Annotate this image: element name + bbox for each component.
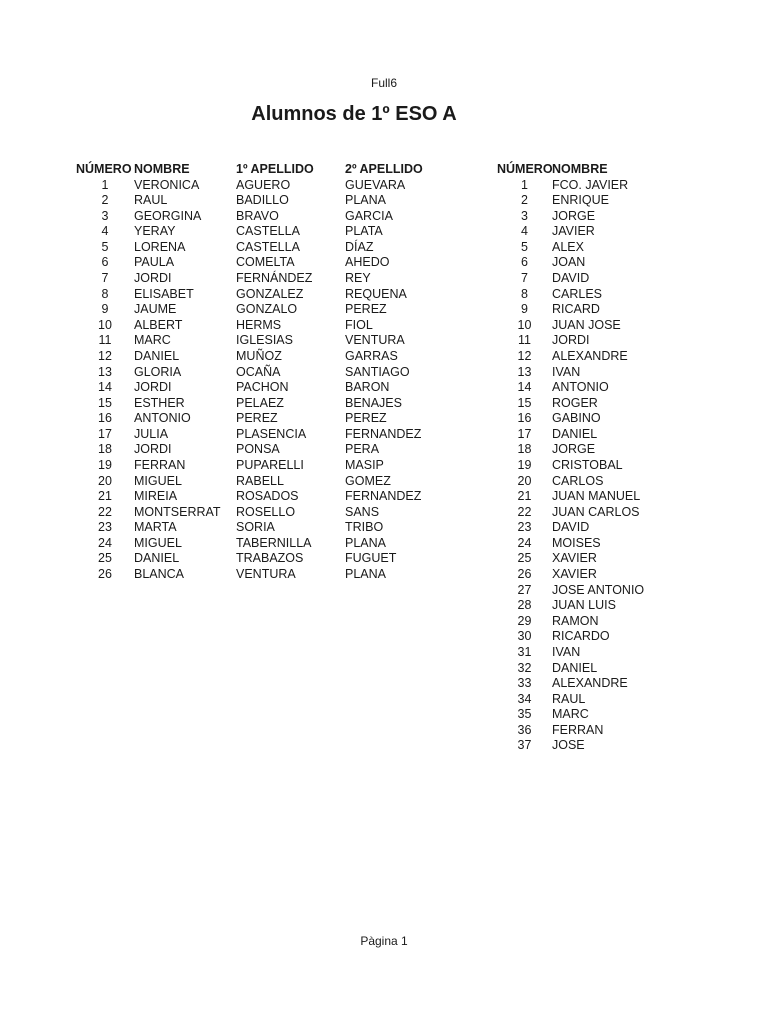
name-cell: LORENA bbox=[134, 239, 186, 254]
name-cell: GEORGINA bbox=[134, 208, 202, 223]
name-cell: RICARDO bbox=[552, 629, 610, 644]
name-cell: JORDI bbox=[134, 271, 172, 286]
table-row bbox=[76, 474, 435, 490]
table-row bbox=[76, 224, 435, 240]
name-cell: CARLES bbox=[552, 286, 603, 301]
name-cell: VERONICA bbox=[134, 177, 200, 192]
name-cell: RAUL bbox=[552, 691, 586, 706]
name-cell: JUAN CARLOS bbox=[552, 504, 640, 519]
name-cell: AGUERO bbox=[236, 177, 291, 192]
name-cell: MASIP bbox=[345, 457, 384, 472]
table-row bbox=[497, 474, 662, 490]
row-number: 2 bbox=[521, 193, 528, 208]
table-row bbox=[76, 333, 435, 349]
name-cell: RAUL bbox=[134, 193, 168, 208]
name-cell: JOAN bbox=[552, 255, 586, 270]
table-row bbox=[76, 520, 435, 536]
name-cell: JORGE bbox=[552, 442, 596, 457]
table-row bbox=[497, 583, 662, 599]
name-cell: CARLOS bbox=[552, 473, 604, 488]
row-number: 26 bbox=[98, 567, 112, 582]
name-cell: FCO. JAVIER bbox=[552, 177, 629, 192]
name-cell: MOISES bbox=[552, 535, 601, 550]
name-cell: VENTURA bbox=[236, 567, 296, 582]
name-cell: SANS bbox=[345, 504, 380, 519]
name-cell: RAMON bbox=[552, 613, 599, 628]
table-row bbox=[497, 707, 662, 723]
name-cell: CRISTOBAL bbox=[552, 457, 623, 472]
table-row bbox=[497, 614, 662, 630]
table-row bbox=[76, 365, 435, 381]
row-number: 32 bbox=[517, 660, 532, 675]
name-cell: GUEVARA bbox=[345, 177, 406, 192]
table-row bbox=[76, 427, 435, 443]
row-number: 7 bbox=[521, 271, 528, 286]
row-number: 13 bbox=[517, 364, 532, 379]
name-cell: ANTONIO bbox=[134, 411, 191, 426]
name-cell: JAUME bbox=[134, 302, 177, 317]
name-cell: JOSE bbox=[552, 738, 585, 753]
name-cell: PLATA bbox=[345, 224, 383, 239]
name-cell: ROSELLO bbox=[236, 504, 296, 519]
row-number: 25 bbox=[517, 551, 532, 566]
name-cell: RICARD bbox=[552, 302, 600, 317]
table-row bbox=[497, 629, 662, 645]
table-row bbox=[497, 551, 662, 567]
row-number: 4 bbox=[101, 224, 109, 239]
name-cell: CASTELLA bbox=[236, 239, 300, 254]
name-cell: MARC bbox=[134, 333, 171, 348]
name-cell: FERNÁNDEZ bbox=[236, 271, 313, 286]
name-cell: PEREZ bbox=[345, 411, 387, 426]
name-cell: BLANCA bbox=[134, 567, 185, 582]
row-number: 12 bbox=[517, 348, 532, 363]
name-cell: MUÑOZ bbox=[236, 348, 282, 363]
name-cell: JORDI bbox=[552, 333, 590, 348]
name-cell: GONZALO bbox=[236, 302, 298, 317]
name-cell: PACHON bbox=[236, 380, 289, 395]
table-row bbox=[76, 178, 435, 194]
table-row bbox=[497, 255, 662, 271]
name-cell: BENAJES bbox=[345, 395, 402, 410]
row-number: 20 bbox=[517, 473, 532, 488]
row-number: 30 bbox=[517, 629, 532, 644]
table-row bbox=[76, 349, 435, 365]
name-cell: ESTHER bbox=[134, 395, 185, 410]
column-header: 2º APELLIDO bbox=[345, 162, 423, 176]
table-row bbox=[76, 287, 435, 303]
column-header: NÚMERO bbox=[76, 162, 132, 176]
name-cell: BADILLO bbox=[236, 193, 289, 208]
column-header: NOMBRE bbox=[552, 162, 608, 176]
table-row bbox=[497, 567, 662, 583]
table-row bbox=[497, 318, 662, 334]
page-footer: Pàgina 1 bbox=[360, 934, 408, 948]
name-cell: SORIA bbox=[236, 520, 275, 535]
column-header: NÚMERO bbox=[497, 162, 553, 176]
row-number: 17 bbox=[517, 426, 532, 441]
row-number: 19 bbox=[517, 457, 532, 472]
row-number: 23 bbox=[517, 520, 532, 535]
name-cell: PEREZ bbox=[345, 302, 387, 317]
name-cell: HERMS bbox=[236, 317, 282, 332]
name-cell: GARRAS bbox=[345, 348, 398, 363]
name-cell: FERRAN bbox=[134, 457, 186, 472]
name-cell: DANIEL bbox=[552, 426, 598, 441]
name-cell: JORGE bbox=[552, 208, 596, 223]
name-cell: TABERNILLA bbox=[236, 535, 312, 550]
table-row bbox=[76, 567, 435, 583]
table-row bbox=[497, 193, 662, 209]
name-cell: PERA bbox=[345, 442, 380, 457]
left-student-table bbox=[76, 162, 435, 583]
name-cell: IVAN bbox=[552, 364, 581, 379]
row-number: 24 bbox=[98, 535, 112, 550]
table-row bbox=[497, 536, 662, 552]
row-number: 16 bbox=[517, 411, 532, 426]
row-number: 9 bbox=[101, 302, 109, 317]
name-cell: ALBERT bbox=[134, 317, 183, 332]
name-cell: DANIEL bbox=[134, 551, 180, 566]
table-row bbox=[497, 442, 662, 458]
row-number: 8 bbox=[101, 286, 109, 301]
row-number: 18 bbox=[517, 442, 532, 457]
row-number: 33 bbox=[517, 676, 532, 691]
table-row bbox=[497, 505, 662, 521]
table-row bbox=[497, 333, 662, 349]
name-cell: DAVID bbox=[552, 520, 590, 535]
table-row bbox=[497, 224, 662, 240]
row-number: 25 bbox=[98, 551, 112, 566]
name-cell: PLASENCIA bbox=[236, 426, 307, 441]
row-number: 8 bbox=[521, 286, 528, 301]
name-cell: PUPARELLI bbox=[236, 457, 304, 472]
name-cell: JORDI bbox=[134, 380, 172, 395]
name-cell: PONSA bbox=[236, 442, 280, 457]
name-cell: DANIEL bbox=[552, 660, 598, 675]
name-cell: OCAÑA bbox=[236, 364, 281, 379]
row-number: 37 bbox=[517, 738, 532, 753]
name-cell: PLANA bbox=[345, 193, 386, 208]
name-cell: REQUENA bbox=[345, 286, 407, 301]
table-row bbox=[497, 271, 662, 287]
table-row bbox=[76, 380, 435, 396]
name-cell: VENTURA bbox=[345, 333, 405, 348]
table-row bbox=[497, 598, 662, 614]
table-row bbox=[497, 723, 662, 739]
row-number: 17 bbox=[98, 426, 112, 441]
row-number: 18 bbox=[98, 442, 112, 457]
table-row bbox=[76, 489, 435, 505]
table-row bbox=[76, 536, 435, 552]
row-number: 31 bbox=[517, 644, 532, 659]
table-row bbox=[76, 411, 435, 427]
table-row bbox=[497, 738, 662, 754]
row-number: 9 bbox=[521, 302, 528, 317]
row-number: 14 bbox=[98, 380, 112, 395]
row-number: 5 bbox=[521, 239, 528, 254]
table-row bbox=[497, 676, 662, 692]
table-row bbox=[497, 520, 662, 536]
row-number: 6 bbox=[521, 255, 528, 270]
name-cell: MARC bbox=[552, 707, 589, 722]
name-cell: JUAN LUIS bbox=[552, 598, 616, 613]
name-cell: JORDI bbox=[134, 442, 172, 457]
table-row bbox=[497, 349, 662, 365]
row-number: 14 bbox=[517, 380, 532, 395]
sheet-name: Full6 bbox=[370, 76, 397, 90]
name-cell: GARCIA bbox=[345, 208, 393, 223]
name-cell: ALEXANDRE bbox=[552, 676, 628, 691]
row-number: 27 bbox=[517, 582, 532, 597]
name-cell: ENRIQUE bbox=[552, 193, 609, 208]
name-cell: TRABAZOS bbox=[236, 551, 304, 566]
table-row bbox=[497, 458, 662, 474]
name-cell: JOSE ANTONIO bbox=[552, 582, 645, 597]
row-number: 28 bbox=[517, 598, 532, 613]
name-cell: XAVIER bbox=[552, 551, 597, 566]
row-number: 26 bbox=[517, 567, 532, 582]
table-row bbox=[497, 302, 662, 318]
table-header-row bbox=[76, 162, 435, 178]
name-cell: MARTA bbox=[134, 520, 177, 535]
name-cell: XAVIER bbox=[552, 567, 597, 582]
name-cell: FIOL bbox=[345, 317, 373, 332]
table-row bbox=[76, 240, 435, 256]
name-cell: GOMEZ bbox=[345, 473, 391, 488]
right-student-table bbox=[497, 162, 662, 754]
row-number: 16 bbox=[98, 411, 112, 426]
row-number: 22 bbox=[517, 504, 532, 519]
row-number: 15 bbox=[98, 395, 112, 410]
name-cell: PAULA bbox=[134, 255, 175, 270]
name-cell: JAVIER bbox=[552, 224, 595, 239]
row-number: 15 bbox=[517, 395, 532, 410]
row-number: 10 bbox=[517, 317, 532, 332]
table-row bbox=[497, 240, 662, 256]
name-cell: DAVID bbox=[552, 271, 590, 286]
table-row bbox=[497, 287, 662, 303]
name-cell: BRAVO bbox=[236, 208, 279, 223]
table-row bbox=[76, 505, 435, 521]
table-row bbox=[497, 365, 662, 381]
name-cell: PELAEZ bbox=[236, 395, 284, 410]
table-row bbox=[76, 396, 435, 412]
page-title: Alumnos de 1º ESO A bbox=[251, 103, 457, 125]
row-number: 20 bbox=[98, 473, 112, 488]
name-cell: IGLESIAS bbox=[236, 333, 293, 348]
table-row bbox=[76, 255, 435, 271]
row-number: 3 bbox=[101, 208, 109, 223]
row-number: 11 bbox=[518, 333, 531, 348]
name-cell: MIREIA bbox=[134, 489, 178, 504]
name-cell: YERAY bbox=[134, 224, 176, 239]
table-row bbox=[76, 209, 435, 225]
name-cell: GLORIA bbox=[134, 364, 182, 379]
table-row bbox=[497, 380, 662, 396]
table-row bbox=[497, 645, 662, 661]
table-row bbox=[76, 193, 435, 209]
name-cell: ANTONIO bbox=[552, 380, 609, 395]
name-cell: ROSADOS bbox=[236, 489, 299, 504]
table-row bbox=[76, 442, 435, 458]
name-cell: DANIEL bbox=[134, 348, 180, 363]
row-number: 1 bbox=[101, 177, 109, 192]
table-row bbox=[497, 489, 662, 505]
row-number: 3 bbox=[521, 208, 528, 223]
table-row bbox=[76, 302, 435, 318]
row-number: 21 bbox=[98, 489, 112, 504]
table-row bbox=[76, 271, 435, 287]
name-cell: REY bbox=[345, 271, 371, 286]
row-number: 29 bbox=[517, 613, 532, 628]
row-number: 5 bbox=[101, 239, 109, 254]
name-cell: FERNANDEZ bbox=[345, 489, 422, 504]
table-row bbox=[497, 178, 662, 194]
row-number: 11 bbox=[98, 333, 112, 348]
name-cell: GABINO bbox=[552, 411, 601, 426]
name-cell: CASTELLA bbox=[236, 224, 300, 239]
name-cell: FUGUET bbox=[345, 551, 397, 566]
name-cell: ALEXANDRE bbox=[552, 348, 628, 363]
name-cell: JUAN MANUEL bbox=[552, 489, 641, 504]
name-cell: PEREZ bbox=[236, 411, 278, 426]
name-cell: AHEDO bbox=[345, 255, 390, 270]
row-number: 4 bbox=[521, 224, 528, 239]
name-cell: FERRAN bbox=[552, 722, 604, 737]
name-cell: DÍAZ bbox=[345, 239, 374, 254]
name-cell: GONZALEZ bbox=[236, 286, 304, 301]
name-cell: JULIA bbox=[134, 426, 169, 441]
table-row bbox=[76, 551, 435, 567]
row-number: 23 bbox=[98, 520, 112, 535]
row-number: 34 bbox=[517, 691, 532, 706]
name-cell: ALEX bbox=[552, 239, 584, 254]
row-number: 1 bbox=[521, 177, 528, 192]
column-header: 1º APELLIDO bbox=[236, 162, 314, 176]
table-row bbox=[497, 427, 662, 443]
table-row bbox=[497, 209, 662, 225]
name-cell: IVAN bbox=[552, 644, 581, 659]
table-row bbox=[497, 396, 662, 412]
row-number: 10 bbox=[98, 317, 112, 332]
name-cell: COMELTA bbox=[236, 255, 295, 270]
name-cell: PLANA bbox=[345, 567, 386, 582]
name-cell: BARON bbox=[345, 380, 390, 395]
name-cell: RABELL bbox=[236, 473, 284, 488]
name-cell: ELISABET bbox=[134, 286, 194, 301]
row-number: 21 bbox=[517, 489, 532, 504]
row-number: 7 bbox=[101, 271, 109, 286]
table-row bbox=[497, 661, 662, 677]
column-header: NOMBRE bbox=[134, 162, 190, 176]
name-cell: MONTSERRAT bbox=[134, 504, 221, 519]
name-cell: JUAN JOSE bbox=[552, 317, 621, 332]
row-number: 13 bbox=[98, 364, 112, 379]
table-header-row bbox=[497, 162, 662, 178]
row-number: 36 bbox=[517, 722, 532, 737]
name-cell: MIGUEL bbox=[134, 473, 182, 488]
name-cell: TRIBO bbox=[345, 520, 384, 535]
table-row bbox=[497, 411, 662, 427]
row-number: 24 bbox=[517, 535, 532, 550]
name-cell: MIGUEL bbox=[134, 535, 182, 550]
row-number: 2 bbox=[101, 193, 109, 208]
table-row bbox=[76, 318, 435, 334]
name-cell: SANTIAGO bbox=[345, 364, 410, 379]
row-number: 19 bbox=[98, 457, 112, 472]
name-cell: FERNANDEZ bbox=[345, 426, 422, 441]
row-number: 22 bbox=[98, 504, 112, 519]
table-row bbox=[76, 458, 435, 474]
row-number: 35 bbox=[517, 707, 532, 722]
row-number: 6 bbox=[101, 255, 109, 270]
table-row bbox=[497, 692, 662, 708]
name-cell: PLANA bbox=[345, 535, 386, 550]
name-cell: ROGER bbox=[552, 395, 598, 410]
row-number: 12 bbox=[98, 348, 112, 363]
